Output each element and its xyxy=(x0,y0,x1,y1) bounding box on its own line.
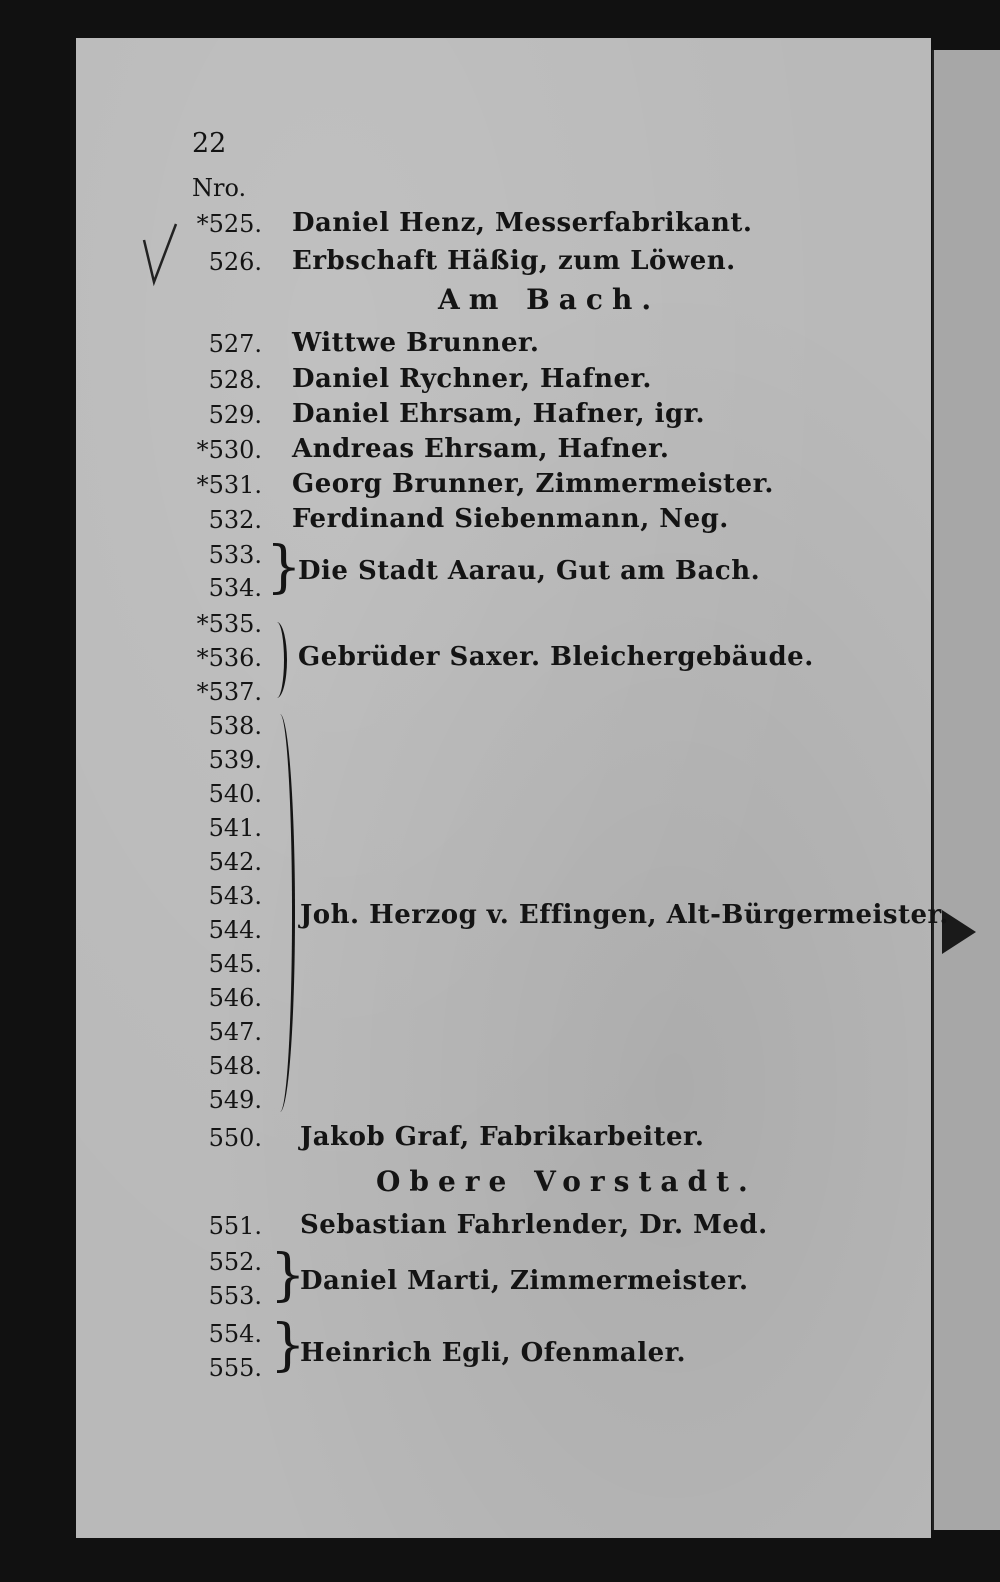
entry-number: 546. xyxy=(208,984,262,1012)
brace-icon: } xyxy=(266,535,302,600)
entry-text: Heinrich Egli, Ofenmaler. xyxy=(300,1338,687,1368)
entry-number: 540. xyxy=(208,780,262,808)
entry-text: Gebrüder Saxer. Bleichergebäude. xyxy=(298,642,814,672)
entry-number: 527. xyxy=(208,330,262,358)
entry-number: 534. xyxy=(208,574,262,602)
section-heading: Obere Vorstadt. xyxy=(376,1165,757,1198)
entry-text: Daniel Rychner, Hafner. xyxy=(292,364,652,394)
entry-number: *531. xyxy=(196,471,262,499)
page-number: 22 xyxy=(192,128,227,159)
entry-number: *530. xyxy=(196,436,262,464)
brace-icon: } xyxy=(270,1243,306,1308)
entry-number: 543. xyxy=(208,882,262,910)
adjacent-page xyxy=(932,50,1000,1530)
entry-text: Ferdinand Siebenmann, Neg. xyxy=(292,504,729,534)
entry-text: Daniel Ehrsam, Hafner, igr. xyxy=(292,399,706,429)
entry-number: 532. xyxy=(208,506,262,534)
entry-number: 533. xyxy=(208,541,262,569)
entry-number: 547. xyxy=(208,1018,262,1046)
entry-text: Daniel Marti, Zimmermeister. xyxy=(300,1266,749,1296)
entry-number: 538. xyxy=(208,712,262,740)
entry-number: 539. xyxy=(208,746,262,774)
entry-number: 551. xyxy=(208,1212,262,1240)
entry-number: 549. xyxy=(208,1086,262,1114)
entry-number: 545. xyxy=(208,950,262,978)
entry-number: 552. xyxy=(208,1248,262,1276)
entry-number: *537. xyxy=(196,678,262,706)
entry-number: 553. xyxy=(208,1282,262,1310)
entry-number: 554. xyxy=(208,1320,262,1348)
entry-number: 526. xyxy=(208,248,262,276)
entry-text: Joh. Herzog v. Effingen, Alt-Bürgermeister. xyxy=(300,900,949,930)
entry-number: *535. xyxy=(196,610,262,638)
entry-number: 548. xyxy=(208,1052,262,1080)
entry-text: Jakob Graf, Fabrikarbeiter. xyxy=(300,1122,705,1152)
section-heading: Am Bach. xyxy=(438,283,661,316)
entry-number: 542. xyxy=(208,848,262,876)
entry-number: 541. xyxy=(208,814,262,842)
entry-number: 550. xyxy=(208,1124,262,1152)
entry-number: 528. xyxy=(208,366,262,394)
entry-text: Die Stadt Aarau, Gut am Bach. xyxy=(298,556,761,586)
brace-icon: } xyxy=(270,1313,306,1378)
entry-number: *536. xyxy=(196,644,262,672)
entry-text: Georg Brunner, Zimmermeister. xyxy=(292,469,774,499)
entry-text: Erbschaft Häßig, zum Löwen. xyxy=(292,246,736,276)
entry-text: Andreas Ehrsam, Hafner. xyxy=(292,434,670,464)
entry-number: 529. xyxy=(208,401,262,429)
entry-text: Daniel Henz, Messerfabrikant. xyxy=(292,208,753,238)
entry-text: Sebastian Fahrlender, Dr. Med. xyxy=(300,1210,768,1240)
entry-number: 544. xyxy=(208,916,262,944)
entry-text: Wittwe Brunner. xyxy=(292,328,540,358)
entry-number: 555. xyxy=(208,1354,262,1382)
column-header: Nro. xyxy=(192,174,247,202)
entry-number: *525. xyxy=(196,210,262,238)
